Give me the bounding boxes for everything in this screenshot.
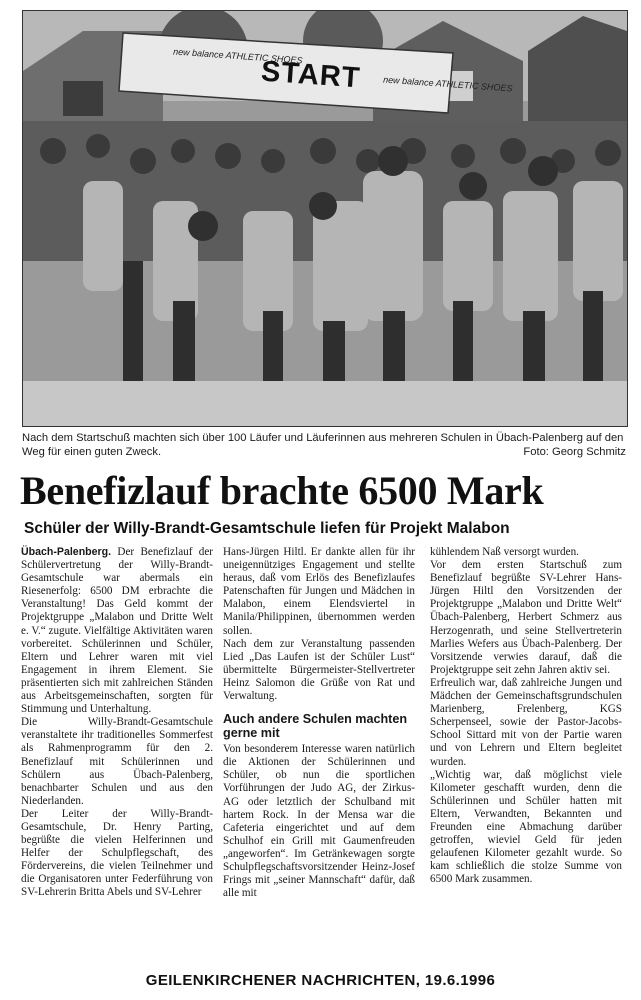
col1-paragraph-1 [21,546,213,716]
race-start-photo [22,10,628,427]
col3-paragraph-2: Vor dem ersten Startschuß zum Benefizlauf begrüßte SV-Lehrer Hans-Jürgen Hiltl den Vorsitzenden der Projektgruppe „Malabon und Dritte Welt“ Übach-Palenberg, Herbert Schmerz aus Herzogenrath, und seine Stellvertreterin Marlies Wefers aus Übach-Palenberg. Der Vorsitzende verwies darauf, daß die Projektgruppe seit zehn Jahren aktiv sei. [430,559,622,676]
start-banner-text: START [260,55,362,95]
photo-caption [22,431,626,459]
col2-paragraph-2: Nach dem zur Veranstaltung passenden Lied „Das Laufen ist der Schüler Lust“ übermittelte Bürgermeister-Stellvertreter Heinz Salomon die Grüße von Rat und Verwaltung. [223,637,415,703]
dateline: Übach-Palenberg. [21,546,112,558]
col2-paragraph-3: Von besonderem Interesse waren natürlich die Aktionen der Schülerinnen und Schüler, ob nun die sportlichen Vorführungen der Judo AG, der Zirkus-AG oder letztlich der Schulband mit hartem Rock. In der Mensa war die Cafeteria eingerichtet und auf dem Schulhof ein Grill mit Gaumenfreuden „angeworfen“. Im Getränkewagen sorgte Schulpflegschaftsvorsitzender Heinz-Josef Frings mit „seiner Mannschaft“ dafür, daß alle mit [223,743,415,900]
banner-brand-right: new balance ATHLETIC SHOES [382,74,513,94]
col3-paragraph-4: „Wichtig war, daß möglichst viele Kilometer geschafft wurden, denn die Schülerinnen und Schüler hatten mit Eltern, Verwandten, Bekannten und Freunden eine Abmachung darüber getroffen, wieviel Geld für jeden gelaufenen Kilometer gezahlt wurde. So kam schließlich die stolze Summe von 6500 Mark zusammen. [430,768,622,886]
photo-credit: Foto: Georg Schmitz [523,446,626,458]
article-headline: Benefizlauf brachte 6500 Mark [20,468,544,513]
article-column-2 [223,546,415,900]
banner-brand-left: new balance ATHLETIC SHOES [172,46,303,66]
caption-text: Nach dem Startschuß machten sich über 100 Läufer und Läuferinnen aus mehreren Schulen in Übach-Palenberg auf den Weg für einen guten Zweck. [22,432,624,458]
newspaper-source: GEILENKIRCHENER NACHRICHTEN, 19.6.1996 [145,972,496,989]
col3-paragraph-3: Erfreulich war, daß zahlreiche Jungen und Mädchen der Gemeinschaftsgrundschulen Marienberg, Frelenberg, KGS Scherpenseel, sowie der Pastor-Jacobs-School Sittard mit von der Partie waren und von Lehrern und Eltern begleitet wurden. [430,676,622,768]
col2-paragraph-1: Hans-Jürgen Hiltl. Er dankte allen für ihr uneigennütziges Engagement und stellte heraus, daß vom Erlös des Benefizlaufes Patenschaften für Jungen und Mädchen in Malabon, einem Elendsviertel in Manila/Philippinen, übernommen werden sollen. [223,546,415,637]
article-column-3 [430,546,622,886]
col3-paragraph-1: kühlendem Naß versorgt wurden. [430,546,579,558]
article-crosshead: Auch andere Schulen machten gerne mit [223,712,408,741]
article-subheadline: Schüler der Willy-Brandt-Gesamtschule liefen für Projekt Malabon [24,520,510,537]
col1-paragraph-3: Der Leiter der Willy-Brandt-Gesamtschule, Dr. Henry Parting, begrüßte die vielen Helferinnen und Helfer der Schulpflegschaft, des Fördervereins, die vielen Teilnehmer und die Organisatoren unter Federführung von SV-Lehrerin Britta Abels und SV-Lehrer [21,807,213,899]
col1-paragraph-1-text: Der Benefizlauf der Schülervertretung der Willy-Brandt-Gesamtschule war abermals ein Riesenerfolg: 6500 DM erbrachte die Veranstaltung! Das Geld kommt der Projektgruppe „Malabon und Dritte Welt e. V.“ zugute. Vielfältige Aktivitäten waren vorbereitet. Schülerinnen und Schüler, Eltern und Lehrer waren mit viel Engagement in ihrem Element. Sie präsentierten sich mit zahlreichen Ständen aus Arbeitsgemeinschaften, sorgten für Stimmung und Unterhaltung. [21,546,213,716]
col1-paragraph-2: Die Willy-Brandt-Gesamtschule veranstaltete ihr traditionelles Sommerfest als Rahmenprogramm für den 2. Benefizlauf mit Schülerinnen und Schülern aus Übach-Palenberg, benachbarter Schulen und aus den Niederlanden. [21,716,213,807]
article-column-1 [21,546,213,900]
